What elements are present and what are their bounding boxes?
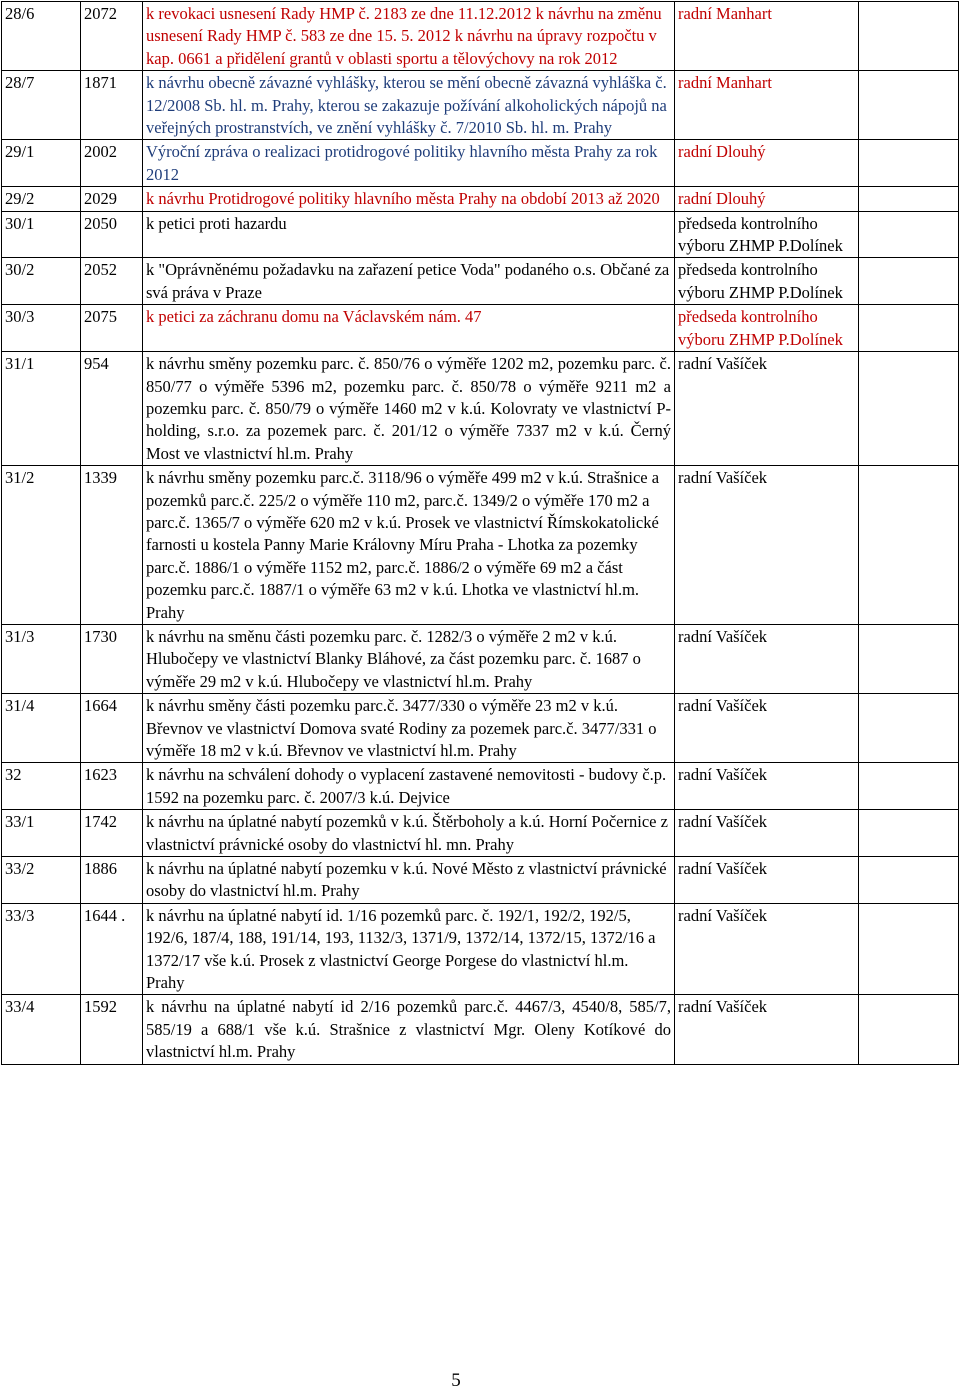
- table-row: [2, 763, 959, 810]
- table-row: [2, 466, 959, 625]
- table-row: [2, 140, 959, 187]
- empty-cell: [859, 466, 959, 625]
- print-number: 2050: [81, 211, 143, 258]
- responsible-person: předseda kontrolního výboru ZHMP P.Dolínek: [675, 305, 859, 352]
- table-row: [2, 305, 959, 352]
- item-description: k návrhu směny pozemku parc. č. 850/76 o výměře 1202 m2, pozemku parc. č. 850/77 o výměře 5396 m2, pozemku parc. č. 850/78 o výměře 9211 m2 a pozemku parc. č. 850/79 o výměře 1460 m2 v k.ú. Kolovraty ve vlastnictví P-holding, s.r.o. za pozemek parc. č. 201/12 o výměře 7337 m2 v k.ú. Černý Most ve vlastnictví hl.m. Prahy: [143, 352, 675, 466]
- item-description: k návrhu na úplatné nabytí id 2/16 pozemků parc.č. 4467/3, 4540/8, 585/7, 585/19 a 688/1 vše k.ú. Strašnice z vlastnictví Mgr. Oleny Kotíkové do vlastnictví hl.m. Prahy: [143, 995, 675, 1064]
- print-number: 1886: [81, 857, 143, 904]
- print-number: 2052: [81, 258, 143, 305]
- item-description: Výroční zpráva o realizaci protidrogové politiky hlavního města Prahy za rok 2012: [143, 140, 675, 187]
- item-description: k návrhu směny části pozemku parc.č. 3477/330 o výměře 23 m2 v k.ú. Břevnov ve vlastnictví Domova svaté Rodiny za pozemek parc.č. 3477/331 o výměře 18 m2 v k.ú. Břevnov ve vlastnictví hl.m. Prahy: [143, 694, 675, 763]
- item-description: k petici za záchranu domu na Václavském nám. 47: [143, 305, 675, 352]
- table-row: [2, 258, 959, 305]
- item-description: k návrhu na schválení dohody o vyplacení zastavené nemovitosti - budovy č.p. 1592 na pozemku parc. č. 2007/3 k.ú. Dejvice: [143, 763, 675, 810]
- empty-cell: [859, 2, 959, 71]
- responsible-person: radní Manhart: [675, 71, 859, 140]
- item-description: k "Oprávněnému požadavku na zařazení petice Voda" podaného o.s. Občané za svá práva v Praze: [143, 258, 675, 305]
- print-number: 1742: [81, 810, 143, 857]
- responsible-person: radní Vašíček: [675, 624, 859, 693]
- item-id: 31/2: [2, 466, 81, 625]
- table-row: [2, 211, 959, 258]
- item-id: 29/2: [2, 187, 81, 211]
- item-id: 31/4: [2, 694, 81, 763]
- responsible-person: předseda kontrolního výboru ZHMP P.Dolínek: [675, 211, 859, 258]
- table-row: [2, 2, 959, 71]
- table-row: [2, 187, 959, 211]
- item-description: k návrhu směny pozemku parc.č. 3118/96 o výměře 499 m2 v k.ú. Strašnice a pozemků parc.č. 225/2 o výměře 110 m2, parc.č. 1349/2 o výměře 170 m2 a parc.č. 1365/7 o výměře 620 m2 v k.ú. Prosek ve vlastnictví Římskokatolické farnosti u kostela Panny Marie Královny Míru Praha - Lhotka za pozemky parc.č. 1886/1 o výměře 1152 m2, parc.č. 1886/2 o výměře 69 m2 a část pozemku parc.č. 1887/1 o výměře 63 m2 v k.ú. Lhotka ve vlastnictví hl.m. Prahy: [143, 466, 675, 625]
- responsible-person: radní Vašíček: [675, 466, 859, 625]
- empty-cell: [859, 140, 959, 187]
- print-number: 1730: [81, 624, 143, 693]
- print-number: 1592: [81, 995, 143, 1064]
- table-row: [2, 624, 959, 693]
- empty-cell: [859, 211, 959, 258]
- item-id: 31/1: [2, 352, 81, 466]
- item-description: k návrhu Protidrogové politiky hlavního města Prahy na období 2013 až 2020: [143, 187, 675, 211]
- item-description: k petici proti hazardu: [143, 211, 675, 258]
- table-row: [2, 995, 959, 1064]
- empty-cell: [859, 694, 959, 763]
- empty-cell: [859, 187, 959, 211]
- table-row: [2, 694, 959, 763]
- responsible-person: radní Vašíček: [675, 352, 859, 466]
- item-id: 31/3: [2, 624, 81, 693]
- item-description: k návrhu na úplatné nabytí id. 1/16 pozemků parc. č. 192/1, 192/2, 192/5, 192/6, 187/4, 188, 191/14, 193, 1132/3, 1371/9, 1372/14, 1372/15, 1372/16 a 1372/17 vše k.ú. Prosek z vlastnictví George Porgese do vlastnictví hl.m. Prahy: [143, 903, 675, 995]
- responsible-person: radní Dlouhý: [675, 140, 859, 187]
- item-id: 33/1: [2, 810, 81, 857]
- responsible-person: radní Vašíček: [675, 995, 859, 1064]
- print-number: 2002: [81, 140, 143, 187]
- empty-cell: [859, 810, 959, 857]
- table-row: [2, 857, 959, 904]
- agenda-table: [1, 1, 959, 1065]
- empty-cell: [859, 763, 959, 810]
- table-row: [2, 903, 959, 995]
- empty-cell: [859, 903, 959, 995]
- empty-cell: [859, 258, 959, 305]
- item-description: k návrhu na úplatné nabytí pozemků v k.ú. Štěrboholy a k.ú. Horní Počernice z vlastnictví právnické osoby do vlastnictví hl. mn. Prahy: [143, 810, 675, 857]
- print-number: 1871: [81, 71, 143, 140]
- responsible-person: radní Vašíček: [675, 903, 859, 995]
- empty-cell: [859, 71, 959, 140]
- item-id: 30/3: [2, 305, 81, 352]
- responsible-person: radní Dlouhý: [675, 187, 859, 211]
- empty-cell: [859, 624, 959, 693]
- item-id: 30/1: [2, 211, 81, 258]
- empty-cell: [859, 352, 959, 466]
- item-description: k návrhu obecně závazné vyhlášky, kterou se mění obecně závazná vyhláška č. 12/2008 Sb. hl. m. Prahy, kterou se zakazuje požívání alkoholických nápojů na veřejných prostranstvích, ve znění vyhlášky č. 7/2010 Sb. hl. m. Prahy: [143, 71, 675, 140]
- responsible-person: radní Vašíček: [675, 694, 859, 763]
- item-id: 33/2: [2, 857, 81, 904]
- item-id: 32: [2, 763, 81, 810]
- responsible-person: radní Vašíček: [675, 857, 859, 904]
- item-id: 28/7: [2, 71, 81, 140]
- item-id: 28/6: [2, 2, 81, 71]
- agenda-body: [2, 2, 959, 1065]
- item-id: 33/4: [2, 995, 81, 1064]
- responsible-person: radní Vašíček: [675, 763, 859, 810]
- responsible-person: radní Vašíček: [675, 810, 859, 857]
- responsible-person: předseda kontrolního výboru ZHMP P.Dolínek: [675, 258, 859, 305]
- table-row: [2, 352, 959, 466]
- item-description: k revokaci usnesení Rady HMP č. 2183 ze dne 11.12.2012 k návrhu na změnu usnesení Rady HMP č. 583 ze dne 15. 5. 2012 k návrhu na úpravy rozpočtu v kap. 0661 a přidělení grantů v oblasti sportu a tělovýchovy na rok 2012: [143, 2, 675, 71]
- print-number: 2075: [81, 305, 143, 352]
- print-number: 1339: [81, 466, 143, 625]
- print-number: 1664: [81, 694, 143, 763]
- print-number: 954: [81, 352, 143, 466]
- item-id: 30/2: [2, 258, 81, 305]
- page-number: 5: [451, 1370, 461, 1391]
- print-number: 2029: [81, 187, 143, 211]
- item-id: 33/3: [2, 903, 81, 995]
- table-row: [2, 71, 959, 140]
- item-id: 29/1: [2, 140, 81, 187]
- print-number: 2072: [81, 2, 143, 71]
- print-number: 1623: [81, 763, 143, 810]
- responsible-person: radní Manhart: [675, 2, 859, 71]
- print-number: 1644 .: [81, 903, 143, 995]
- item-description: k návrhu na úplatné nabytí pozemku v k.ú. Nové Město z vlastnictví právnické osoby do vlastnictví hl.m. Prahy: [143, 857, 675, 904]
- empty-cell: [859, 857, 959, 904]
- table-row: [2, 810, 959, 857]
- item-description: k návrhu na směnu části pozemku parc. č. 1282/3 o výměře 2 m2 v k.ú. Hlubočepy ve vlastnictví Blanky Bláhové, za část pozemku parc. č. 1687 o výměře 29 m2 v k.ú. Hlubočepy ve vlastnictví hl.m. Prahy: [143, 624, 675, 693]
- empty-cell: [859, 305, 959, 352]
- empty-cell: [859, 995, 959, 1064]
